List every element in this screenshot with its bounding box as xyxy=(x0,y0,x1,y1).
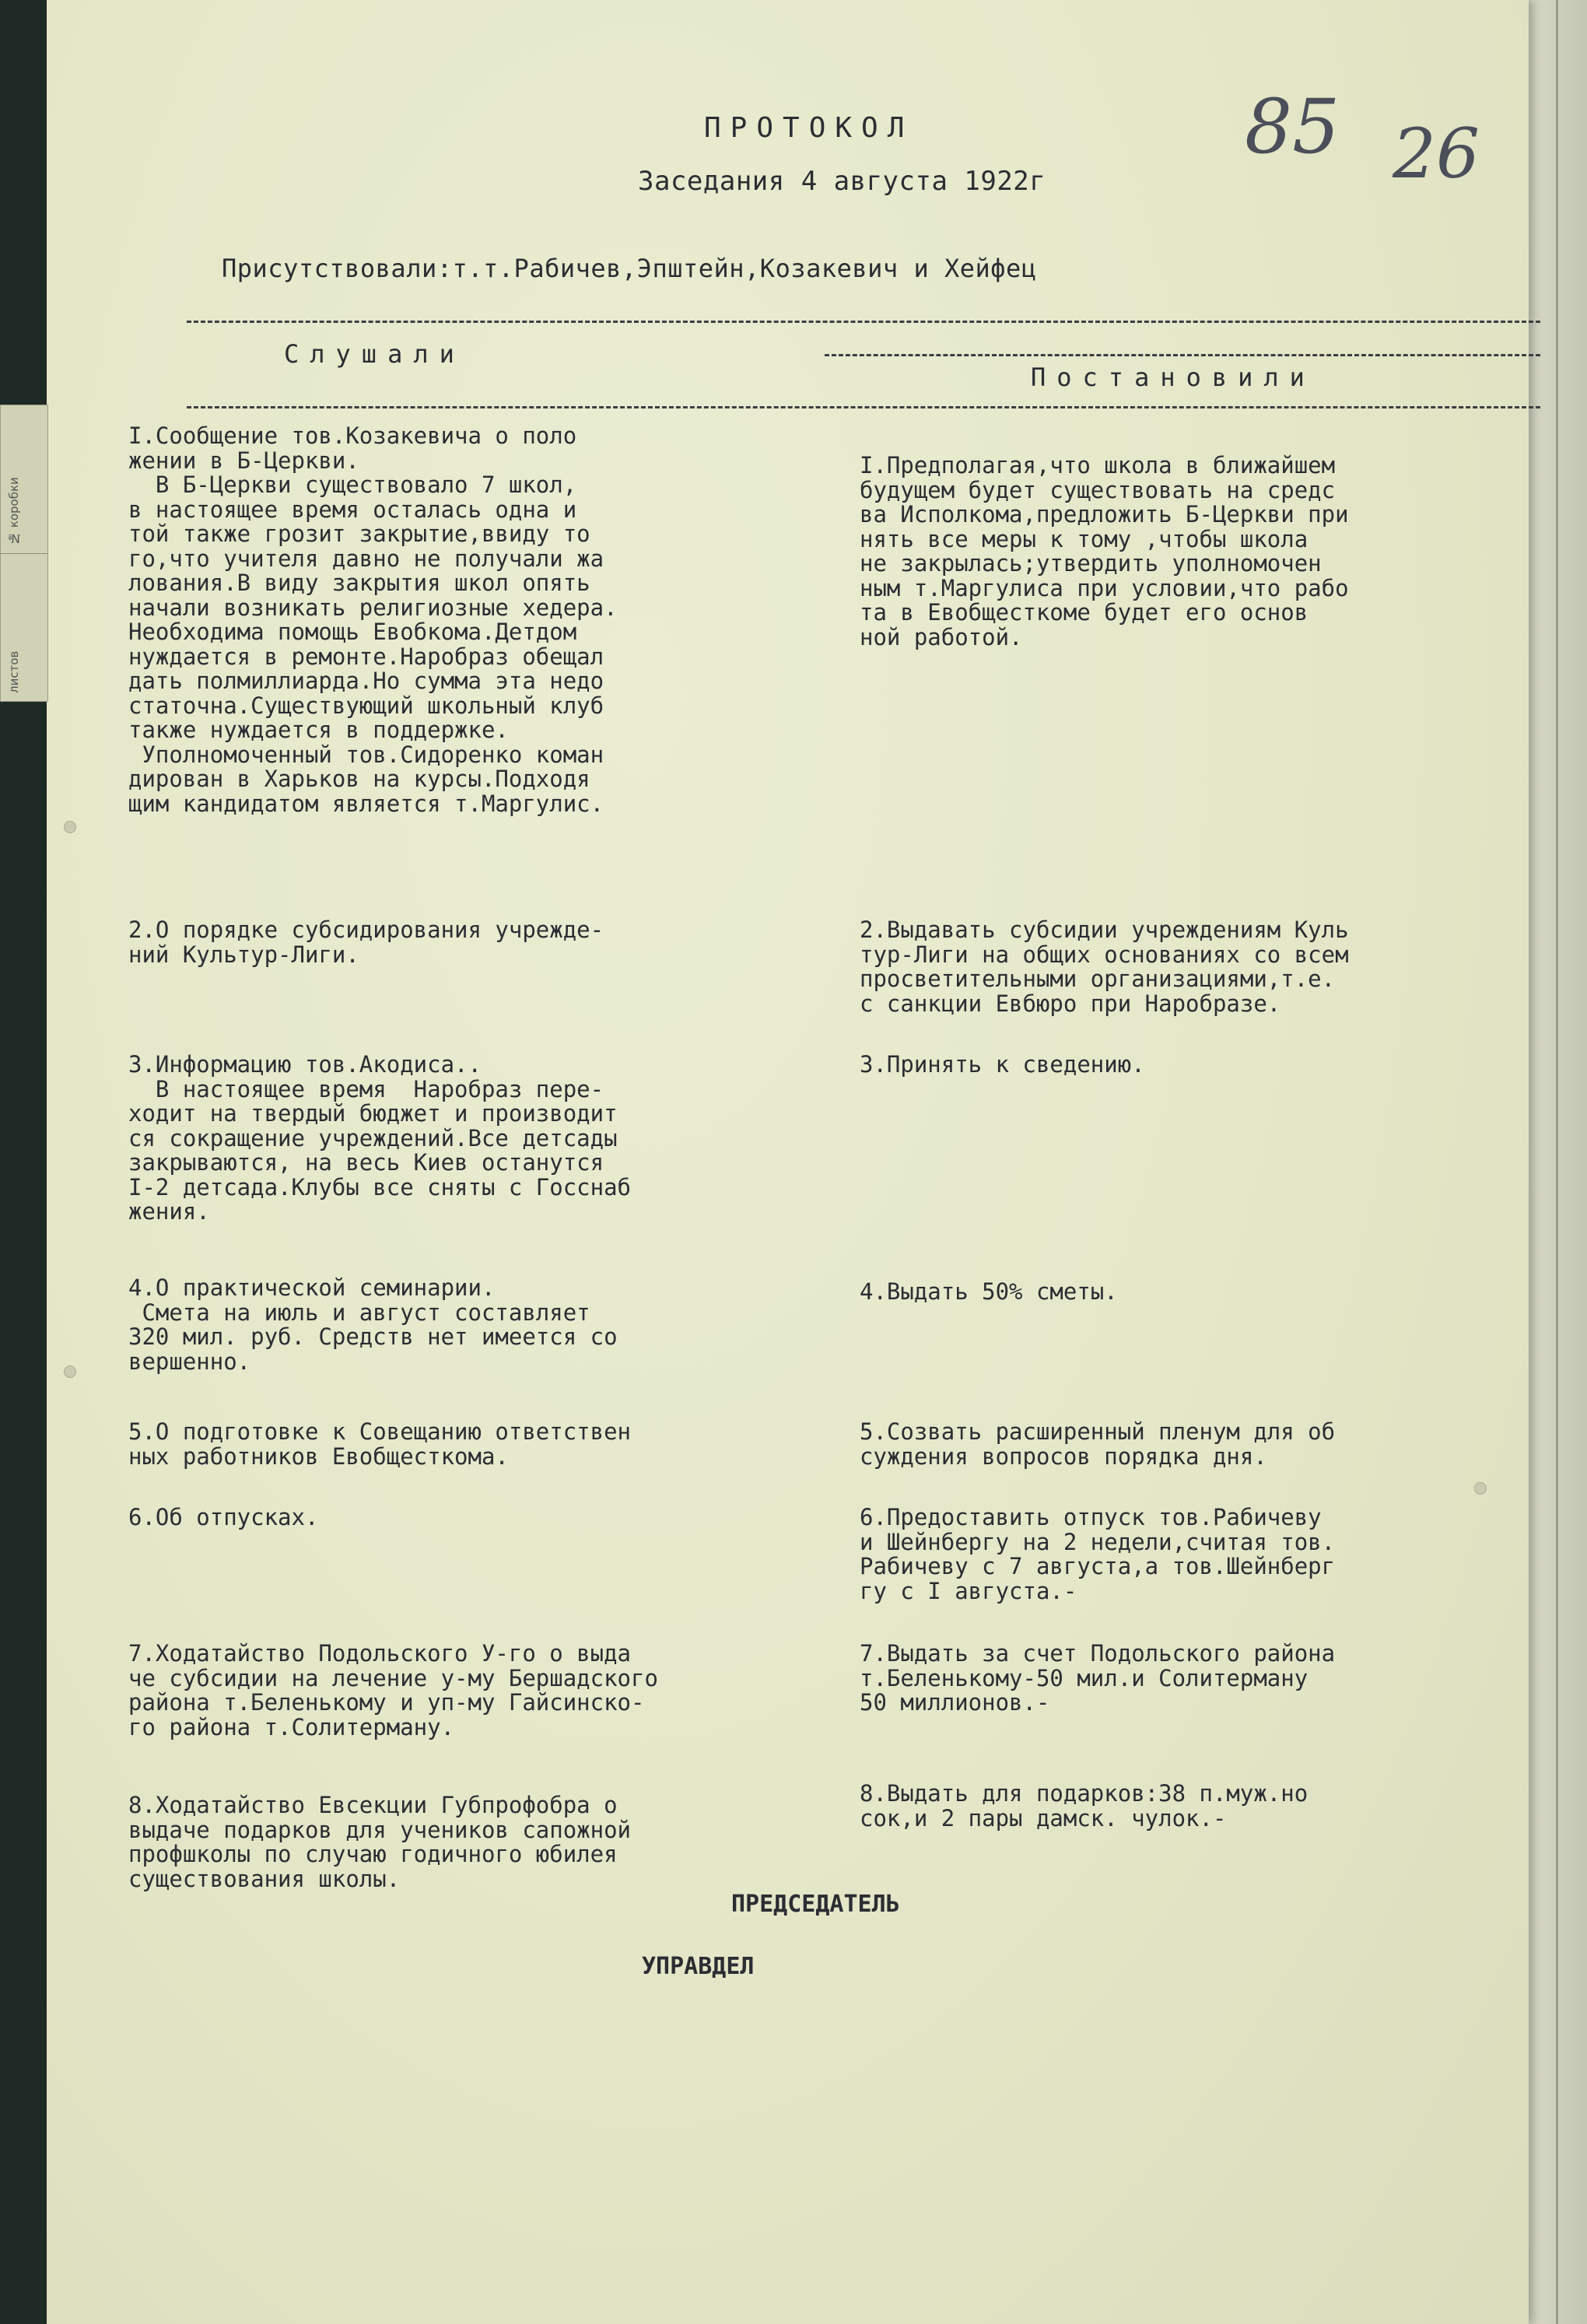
item-6-heard: 6.Об отпусках. xyxy=(128,1504,319,1530)
item-4-decided: 4.Выдать 50% сметы. xyxy=(860,1278,1118,1305)
punch-hole xyxy=(64,821,76,833)
document-subtitle: Заседания 4 августа 1922г xyxy=(638,166,1046,197)
column-heading-decided: Постановили xyxy=(1031,363,1315,392)
handwritten-page-number: 26 xyxy=(1393,114,1480,194)
archive-stub xyxy=(0,405,48,702)
item-5-heard: 5.О подготовке к Совещанию ответствен ных работников Евобщесткома. xyxy=(128,1418,632,1470)
item-3-heard: 3.Информацию тов.Акодиса.. В настоящее время Наробраз пере- ходит на твердый бюджет и производит ся сокращение учреждений.Все детсады закрываются, на весь Киев останутся I-2 детсада.Клубы все сняты с Госснаб жения. xyxy=(128,1051,632,1225)
signature-chair: ПРЕДСЕДАТЕЛЬ xyxy=(731,1891,900,1918)
archive-stub-label: листов xyxy=(7,650,21,693)
protocol-page xyxy=(47,0,1529,2324)
signature-admin: УПРАВДЕЛ xyxy=(642,1953,755,1980)
item-1-heard: I.Сообщение тов.Козакевича о поло жении в Б-Церкви. В Б-Церкви существовало 7 школ, в настоящее время осталась одна и той также грозит закрытие,ввиду то го,что учителя давно не получали жа лования.В виду закрытия школ опять начали возникать религиозные хедера. Необходима помощь Евобкома.Детдом нуждается в ремонте.Наробраз обещал дать полмиллиарда.Но сумма эта недо статочна.Существующий школьный клуб также нуждается в поддержке. Уполномоченный тов.Сидоренко коман дирован в Харьков на курсы.Подходя щим кандидатом является т.Маргулис. xyxy=(128,422,618,817)
archive-stub-label: № коробки xyxy=(7,477,21,545)
column-heading-heard: Слушали xyxy=(284,339,465,369)
divider-line xyxy=(187,406,1540,408)
divider-line xyxy=(825,354,1540,356)
punch-hole xyxy=(1474,1482,1487,1495)
item-7-decided: 7.Выдать за счет Подольского района т.Беленькому-50 мил.и Солитерману 50 миллионов.- xyxy=(860,1640,1336,1716)
item-2-heard: 2.О порядке субсидирования учрежде- ний Культур-Лиги. xyxy=(128,917,604,968)
divider-line xyxy=(187,321,1540,323)
item-7-heard: 7.Ходатайство Подольского У-го о выда че субсидии на лечение у-му Бершадского района т.Беленькому и уп-му Гайсинско- го района т.Солитерману. xyxy=(128,1640,658,1740)
item-2-decided: 2.Выдавать субсидии учреждениям Куль тур-Лиги на общих основаниях со всем просветительными организациями,т.е. с санкции Евбюро при Наробразе. xyxy=(860,917,1349,1017)
handwritten-folio-number: 85 xyxy=(1245,83,1340,170)
attendees-line: Присутствовали:т.т.Рабичев,Эпштейн,Козакевич и Хейфец xyxy=(222,254,1037,283)
item-5-decided: 5.Созвать расширенный пленум для об суждения вопросов порядка дня. xyxy=(860,1418,1336,1470)
item-1-decided: I.Предполагая,что школа в ближайшем будущем будет существовать на средс ва Исполкома,предложить Б-Церкви при нять все меры к тому ,чтобы школа не закрылась;утвердить уполномочен ным т.Маргулиса при условии,что рабо та в Евобщесткоме будет его основ ной работой. xyxy=(860,452,1349,650)
item-8-heard: 8.Ходатайство Евсекции Губпрофобра о выдаче подарков для учеников сапожной профшколы по случаю годичного юбилея существования школы. xyxy=(128,1792,632,1892)
punch-hole xyxy=(64,1365,76,1378)
item-8-decided: 8.Выдать для подарков:38 п.муж.но сок,и 2 пары дамск. чулок.- xyxy=(860,1780,1308,1832)
item-6-decided: 6.Предоставить отпуск тов.Рабичеву и Шейнбергу на 2 недели,считая тов. Рабичеву с 7 августа,а тов.Шейнберг гу с I августа.- xyxy=(860,1504,1336,1604)
document-title: ПРОТОКОЛ xyxy=(704,112,914,144)
item-3-decided: 3.Принять к сведению. xyxy=(860,1051,1145,1078)
item-4-heard: 4.О практической семинарии. Смета на июль и август составляет 320 мил. руб. Средств нет имеется со вершенно. xyxy=(128,1274,618,1375)
